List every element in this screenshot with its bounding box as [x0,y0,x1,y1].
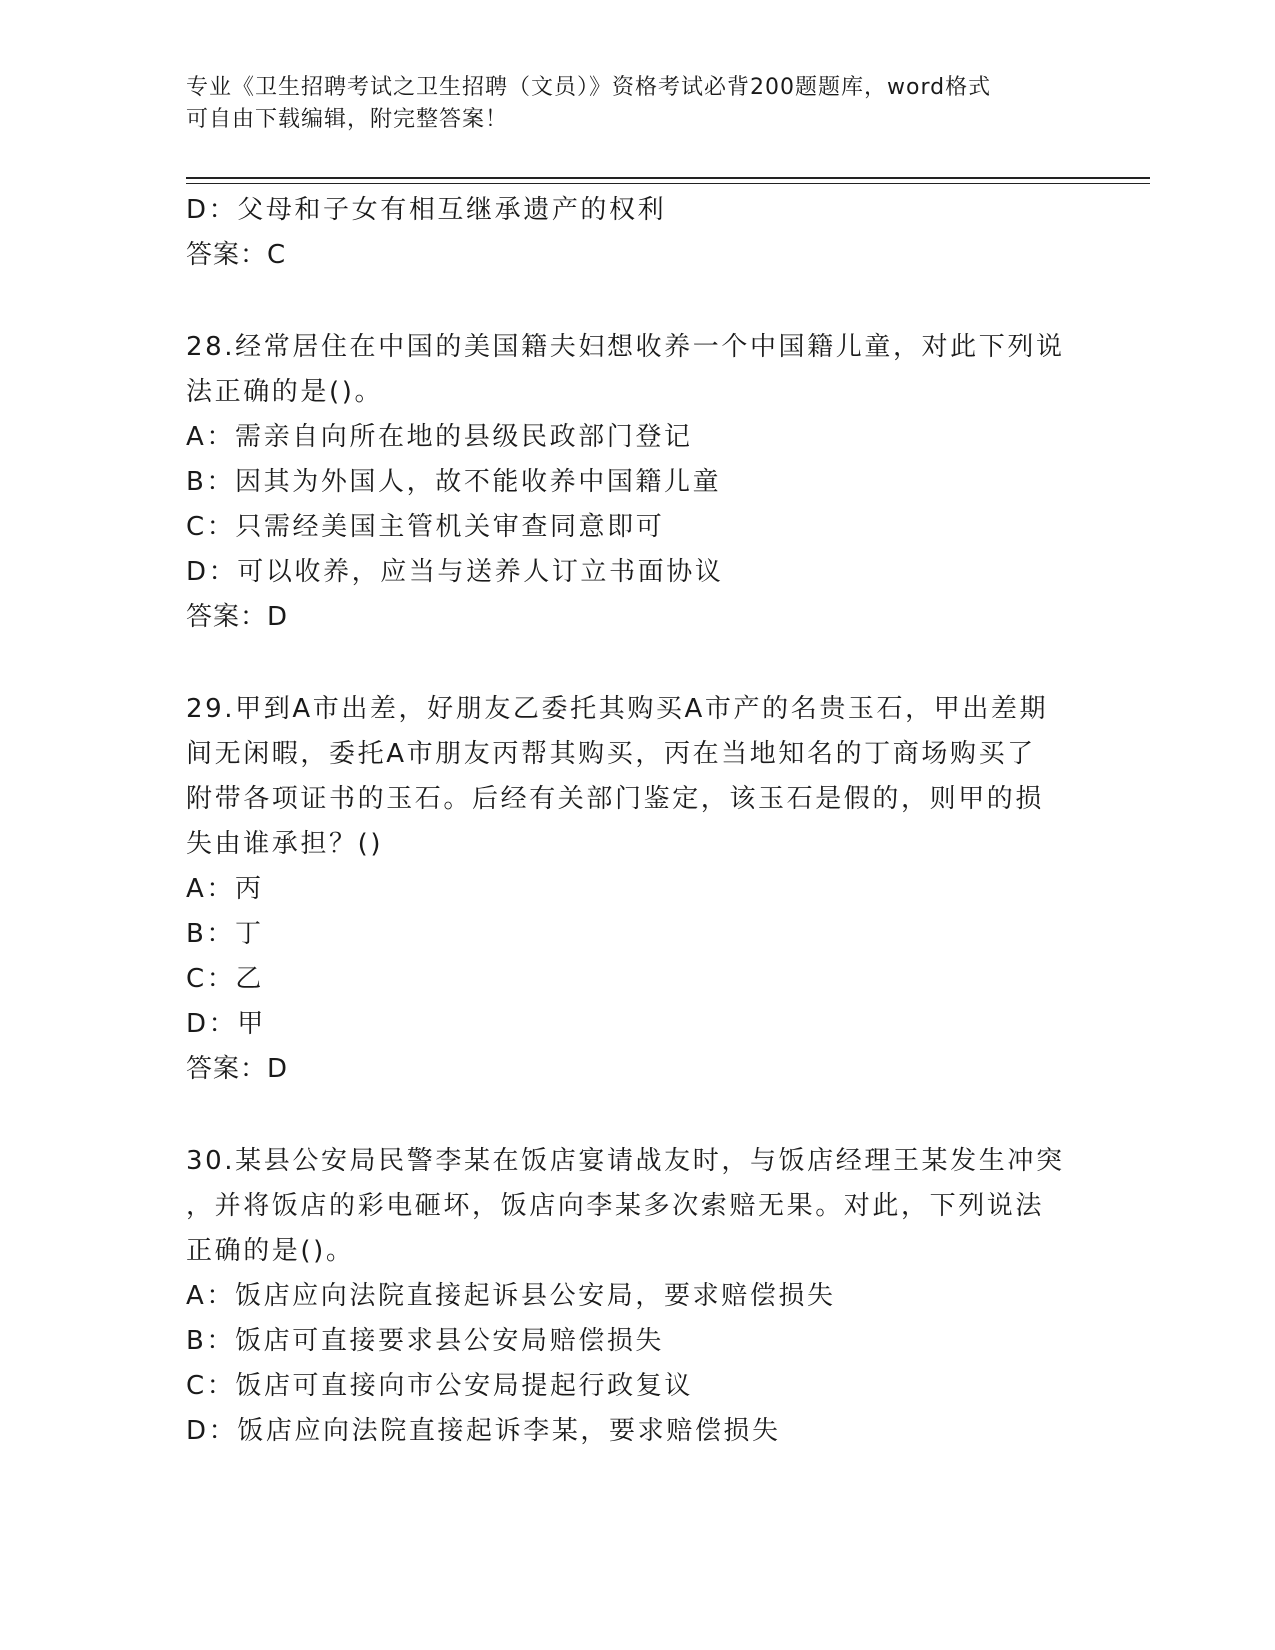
option-d: D：可以收养，应当与送养人订立书面协议 [186,557,724,587]
question-stem-line: 附带各项证书的玉石。后经有关部门鉴定，该玉石是假的，则甲的损 [186,784,1045,814]
question-stem-line: 失由谁承担？() [186,829,384,859]
question-stem-line: 法正确的是()。 [186,377,384,407]
question-spacer [186,1092,1086,1139]
question-spacer [186,640,1086,687]
answer-line: 答案：D [186,602,289,632]
question-stem-line: ，并将饭店的彩电砸坏，饭店向李某多次索赔无果。对此，下列说法 [186,1191,1045,1221]
header-divider-thin [186,183,1150,184]
option-a: A：丙 [186,874,264,904]
header-line: 可自由下载编辑，附完整答案！ [186,107,509,132]
answer-line: 答案：C [186,240,287,270]
question-stem-line: 30.某县公安局民警李某在饭店宴请战友时，与饭店经理王某发生冲突 [186,1146,1065,1176]
option-a: A：需亲自向所在地的县级民政部门登记 [186,422,693,452]
document-header [186,72,1086,136]
option-c: C：乙 [186,964,264,994]
question-30 [186,1139,1086,1454]
option-d: D：甲 [186,1009,266,1039]
option-b: B：丁 [186,919,264,949]
question-spacer [186,278,1086,325]
answer-line: 答案：D [186,1054,289,1084]
option-c: C：只需经美国主管机关审查同意即可 [186,512,665,542]
question-content [186,188,1086,1454]
option-a: A：饭店应向法院直接起诉县公安局，要求赔偿损失 [186,1281,836,1311]
question-stem-line: 间无闲暇，委托A市朋友丙帮其购买，丙在当地知名的丁商场购买了 [186,739,1036,769]
question-stem-line: 29.甲到A市出差，好朋友乙委托其购买A市产的名贵玉石，甲出差期 [186,694,1049,724]
question-27-tail [186,188,1086,278]
option-b: B：饭店可直接要求县公安局赔偿损失 [186,1326,665,1356]
option-d: D：饭店应向法院直接起诉李某，要求赔偿损失 [186,1416,781,1446]
option-b: B：因其为外国人，故不能收养中国籍儿童 [186,467,722,497]
option-c: C：饭店可直接向市公安局提起行政复议 [186,1371,693,1401]
question-stem-line: 28.经常居住在中国的美国籍夫妇想收养一个中国籍儿童，对此下列说 [186,332,1065,362]
question-29 [186,687,1086,1092]
header-line: 专业《卫生招聘考试之卫生招聘（文员）》资格考试必背200题题库，word格式 [186,75,992,100]
option-d: D：父母和子女有相互继承遗产的权利 [186,195,667,225]
question-stem-line: 正确的是()。 [186,1236,355,1266]
header-divider-thick [186,177,1150,179]
question-28 [186,325,1086,640]
